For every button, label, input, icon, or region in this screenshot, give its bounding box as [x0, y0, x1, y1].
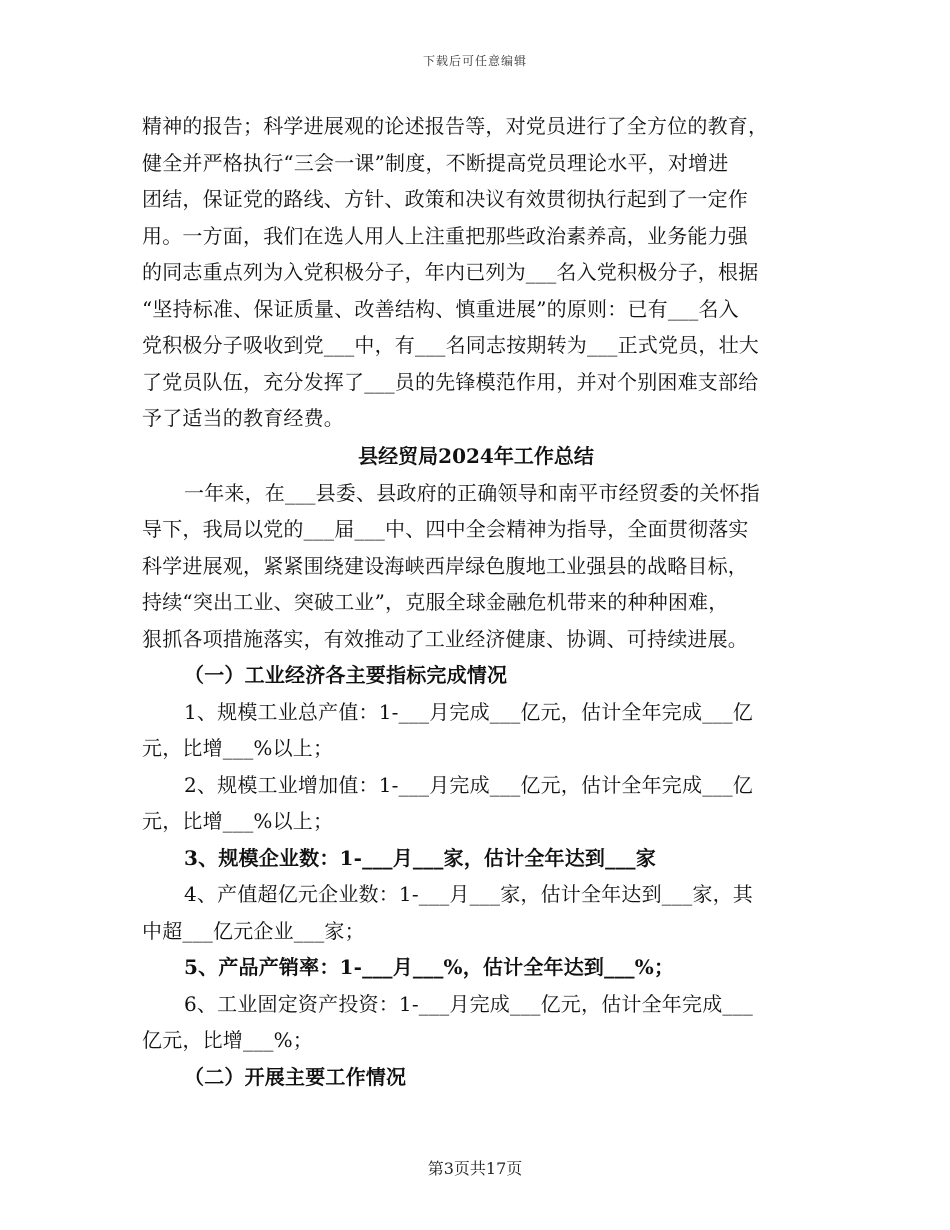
paragraph-party-education — [142, 108, 810, 437]
text-line: 一年来，在___县委、县政府的正确领导和南平市经贸委的关怀指 — [184, 480, 760, 505]
text-line: 了党员队伍，充分发挥了___员的先锋模范作用，并对个别困难支部给 — [142, 369, 759, 394]
page-footer: 第3页共17页 — [427, 1159, 523, 1178]
heading-main-work: （二）开展主要工作情况 — [184, 1064, 407, 1089]
text-line: “坚持标准、保证质量、改善结构、慎重进展”的原则：已有___名入 — [142, 296, 739, 321]
section-title: 县经贸局2024年工作总结 — [358, 443, 594, 468]
indicator-item-6 — [142, 986, 810, 1059]
text-line: 党积极分子吸收到党___中，有___名同志按期转为___正式党员，壮大 — [142, 333, 759, 357]
text-line: 健全并严格执行“三会一课”制度，不断提高党员理论水平，对增进 — [142, 150, 729, 175]
indicator-item-4 — [142, 876, 810, 949]
text-line: 2、规模工业增加值：1-___月完成___亿元，估计全年完成___亿 — [184, 772, 754, 797]
indicator-item-2 — [142, 767, 810, 840]
indicator-item-3: 3、规模企业数：1-___月___家，估计全年达到___家 — [184, 845, 656, 870]
text-line: 亿元，比增___%； — [142, 1028, 314, 1052]
document-body — [142, 108, 810, 1095]
indicator-item-5: 5、产品产销率：1-___月___%，估计全年达到___%； — [184, 955, 675, 979]
text-line: 的同志重点列为入党积极分子，年内已列为___名入党积极分子，根据 — [142, 260, 759, 284]
heading-indicators: （一）工业经济各主要指标完成情况 — [184, 663, 508, 687]
text-line: 持续“突出工业、突破工业”，克服全球金融危机带来的种种困难， — [142, 590, 729, 614]
text-line: 1、规模工业总产值：1-___月完成___亿元，估计全年完成___亿 — [184, 699, 754, 724]
text-line: 狠抓各项措施落实，有效推动了工业经济健康、协调、可持续进展。 — [142, 626, 748, 651]
text-line: 元，比增___%以上； — [142, 736, 334, 760]
text-line: 科学进展观，紧紧围绕建设海峡西岸绿色腹地工业强县的战略目标， — [142, 553, 748, 578]
text-line: 予了适当的教育经费。 — [142, 406, 344, 430]
indicator-item-1 — [142, 694, 810, 767]
text-line: 中超___亿元企业___家； — [142, 918, 365, 943]
text-line: 精神的报告；科学进展观的论述报告等，对党员进行了全方位的教育， — [142, 114, 769, 138]
text-line: 元，比增___%以上； — [142, 809, 334, 833]
text-line: 导下，我局以党的___届___中、四中全会精神为指导，全面贯彻落实 — [142, 517, 749, 541]
page-header: 下载后可任意编辑 — [422, 54, 527, 68]
paragraph-annual-overview — [142, 475, 810, 658]
text-line: 团结，保证党的路线、方针、政策和决议有效贯彻执行起到了一定作 — [142, 187, 748, 211]
text-line: 4、产值超亿元企业数：1-___月___家，估计全年达到___家，其 — [184, 882, 754, 906]
text-line: 用。一方面，我们在选人用人上注重把那些政治素养高，业务能力强 — [142, 223, 748, 248]
text-line: 6、工业固定资产投资：1-___月完成___亿元，估计全年完成___ — [184, 991, 754, 1016]
